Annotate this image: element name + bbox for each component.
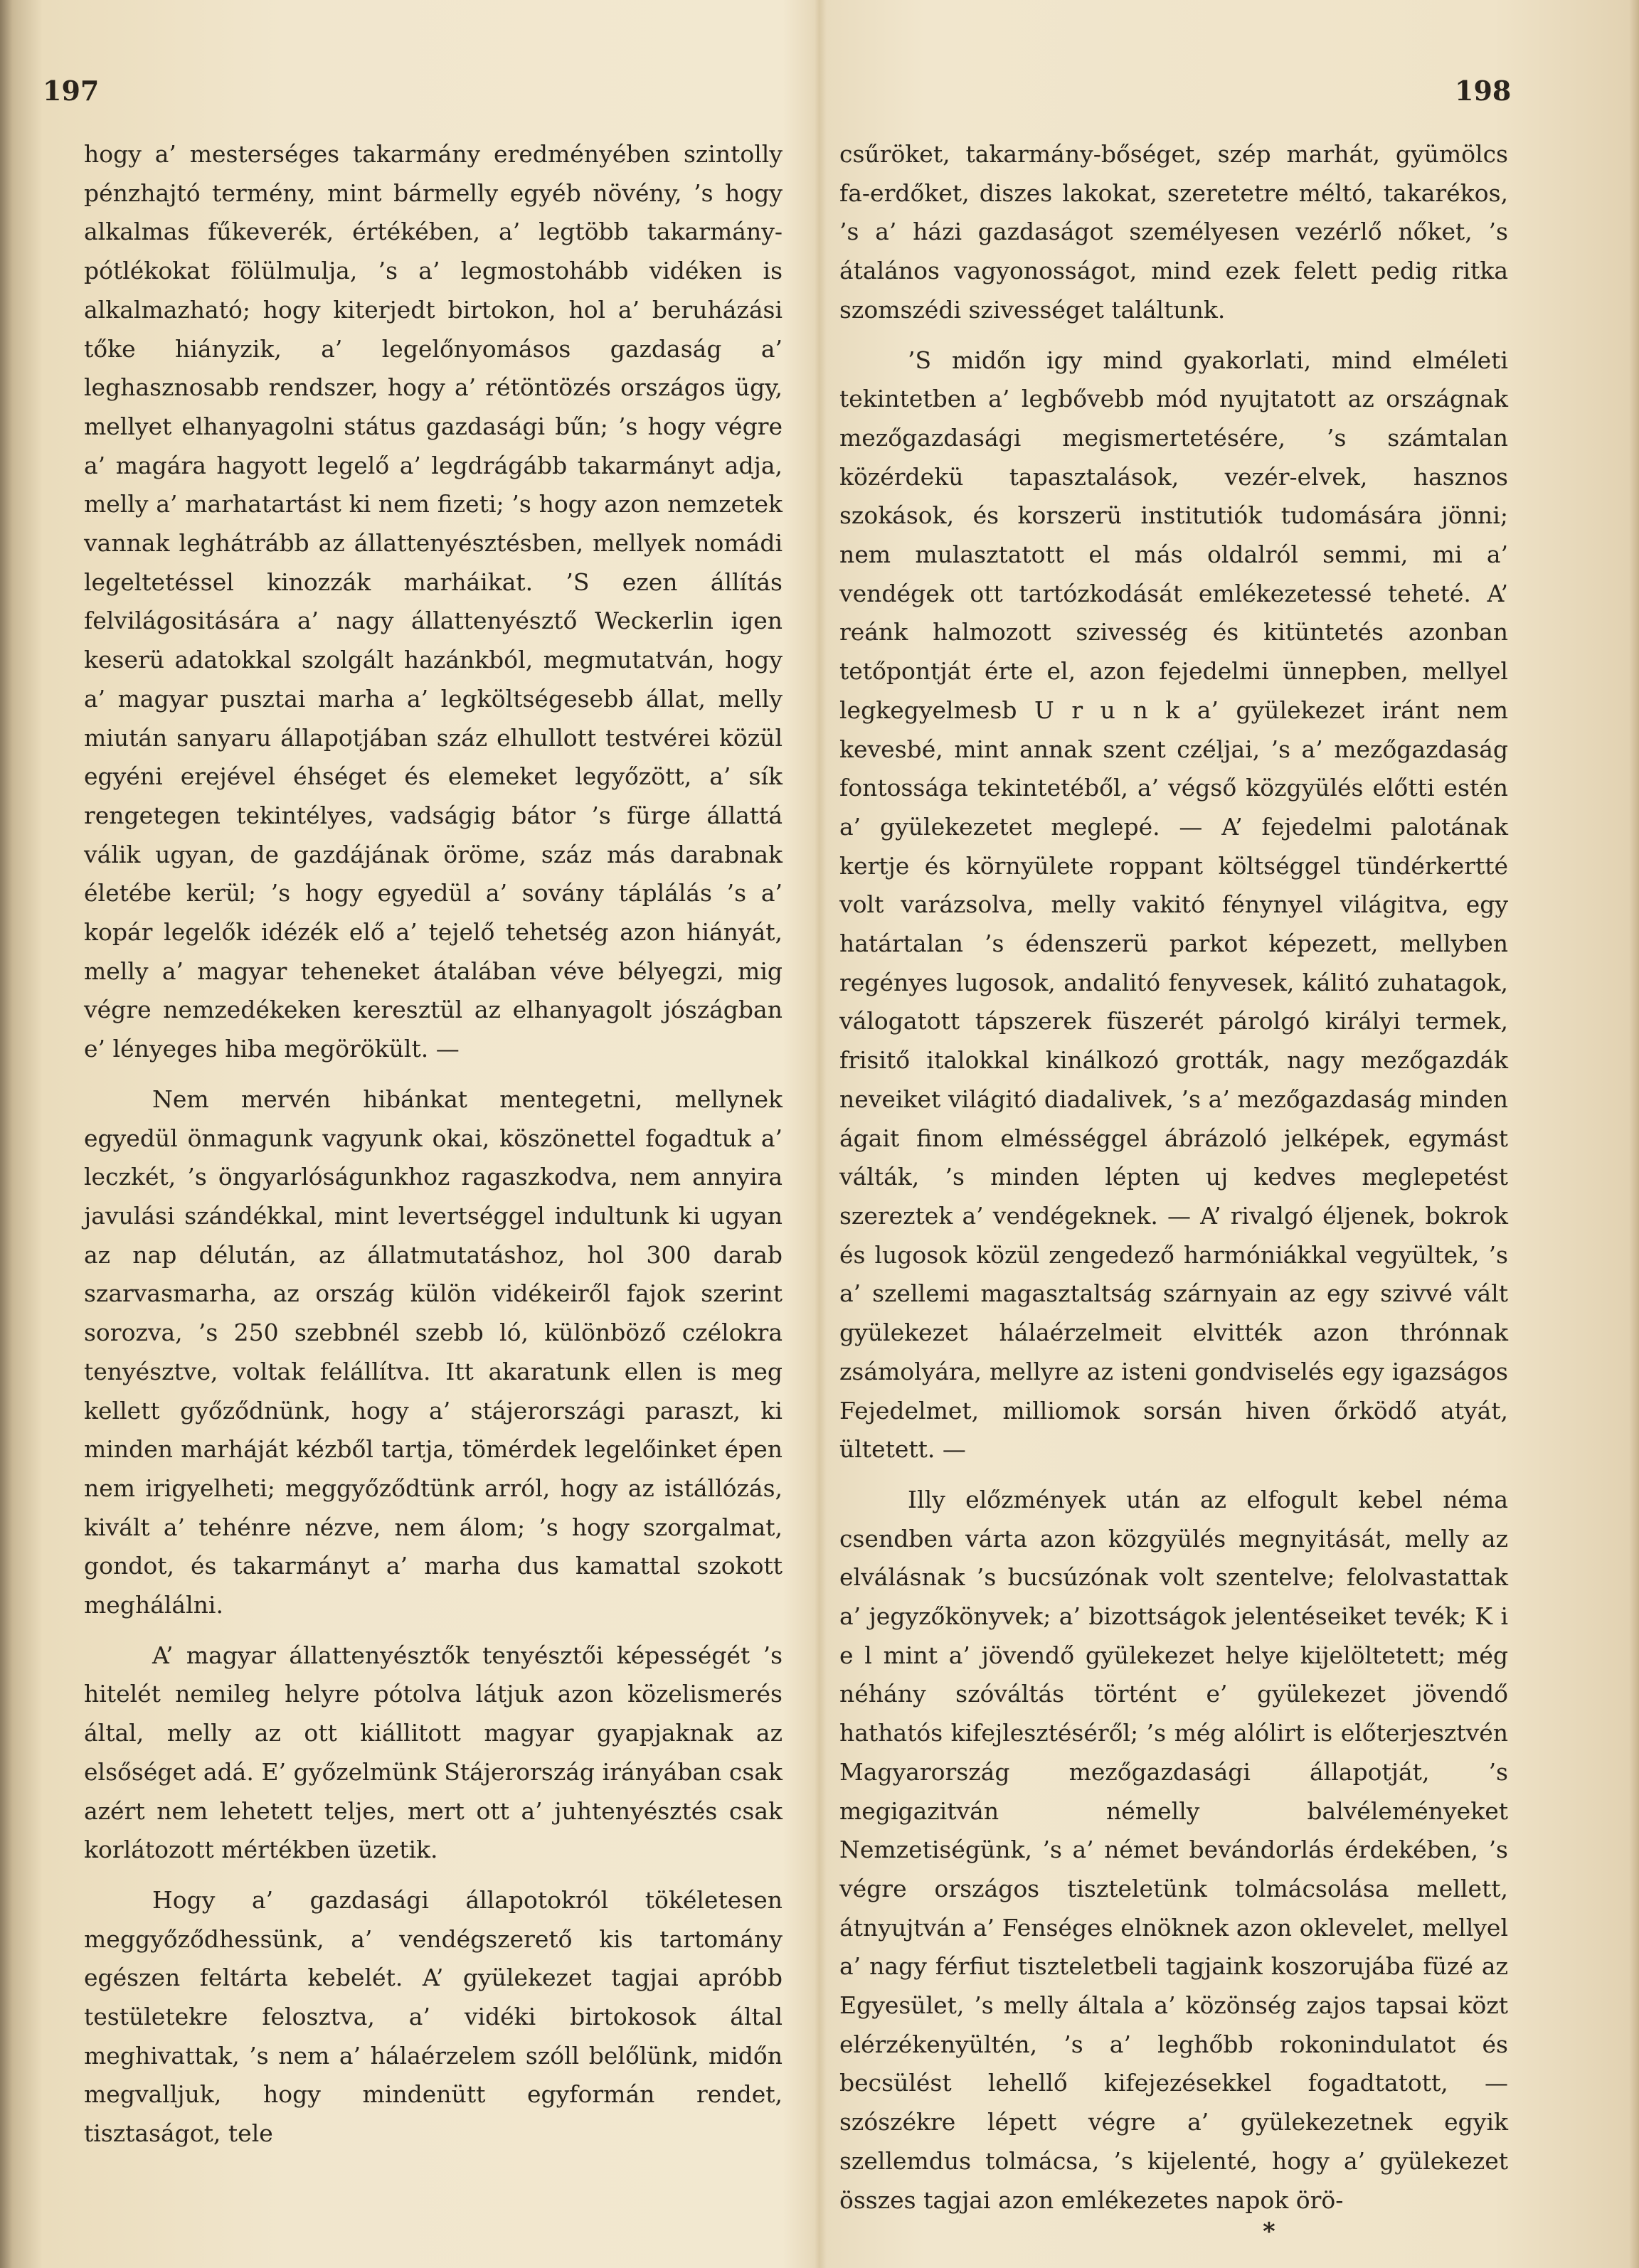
left-text-column [84,135,783,2165]
paragraph: ’S midőn igy mind gyakorlati, mind elméleti tekintetben a’ legbővebb mód nyujtatott az országnak mezőgazdasági megismertetésére, ’s számtalan közérdekü tapasztalások, vezér-elvek, hasznos szokások, és korszerü institutiók tudomására jönni; nem mulasztatott el más oldalról semmi, mi a’ vendégek ott tartózkodását emlékezetessé teheté. A’ reánk halmozott szivesség és kitüntetés azonban tetőpontját érte el, azon fejedelmi ünnepben, mellyel legkegyelmesb U r u n k a’ gyülekezet iránt nem kevesbé, mint annak szent czéljai, ’s a’ mezőgazdaság fontossága tekintetéből, a’ végső közgyülés előtti estén a’ gyülekezetet meglepé. — A’ fejedelmi palotának kertje és környülete roppant költséggel tündérkertté volt varázsolva, melly vakitó fénynyel világitva, egy határtalan ’s édenszerü parkot képezett, mellyben regényes lugosok, andalitó fenyvesek, kálitó zuhatagok, válogatott tápszerek füszerét párolgó királyi termek, frisitő italokkal kinálkozó grották, nagy mezőgazdák neveiket világitó diadalivek, ’s a’ mezőgazdaság minden ágait finom elmésséggel ábrázoló jelképek, egymást válták, ’s minden lépten uj kedves meglepetést szereztek a’ vendégeknek. — A’ rivalgó éljenek, bokrok és lugosok közül zengedező harmóniákkal vegyültek, ’s a’ szellemi magasztaltság szárnyain az egy szivvé vált gyülekezet hálaérzelmeit elvitték azon thrónnak zsámolyára, mellyre az isteni gondviselés egy igazságos Fejedelmet, milliomok sorsán hiven őrködő atyát, ültetett. — [839,346,1508,1464]
paragraph: csűröket, takarmány-bőséget, szép marhát, gyümölcs fa-erdőket, diszes lakokat, szeretetre méltó, takarékos, ’s a’ házi gazdaságot személyesen vezérlő nőket, ’s átalános vagyonosságot, mind ezek felett pedig ritka szomszédi szivességet találtunk. [839,140,1508,324]
paragraph: hogy a’ mesterséges takarmány eredményében szintolly pénzhajtó termény, mint bármelly egyéb növény, ’s hogy alkalmas fűkeverék, értékében, a’ legtöbb takarmány- pótlékokat fölülmulja, ’s a’ legmostohább vidéken is alkalmazható; hogy kiterjedt birtokon, hol a’ beruházási tőke hiányzik, a’ legelőnyomásos gazdaság a’ leghasznosabb rendszer, hogy a’ rétöntözés országos ügy, mellyet elhanyagolni státus gazdasági bűn; ’s hogy végre a’ magára hagyott legelő a’ legdrágább takarmányt adja, melly a’ marhatartást ki nem fizeti; ’s hogy azon nemzetek vannak leghátrább az állattenyésztésben, mellyek nomádi legeltetéssel kinozzák marháikat. ’S ezen állítás felvilágositására a’ nagy állattenyésztő Weckerlin igen keserü adatokkal szolgált hazánkból, megmutatván, hogy a’ magyar pusztai marha a’ legköltségesebb állat, melly miután sanyaru állapotjában száz elhullott testvérei közül egyéni erejével éhséget és elemeket legyőzött, a’ sík rengetegen tekintélyes, vadságig bátor ’s fürge állattá válik ugyan, de gazdájának öröme, száz más darabnak életébe kerül; ’s hogy egyedül a’ sovány táplálás ’s a’ kopár legelők idézék elő a’ tejelő tehetség azon hiányát, melly a’ magyar teheneket átalában véve bélyegzi, mig végre nemzedékeken keresztül az elhanyagolt jószágban e’ lényeges hiba megörökült. — [84,140,783,1063]
paragraph: Nem mervén hibánkat mentegetni, mellynek egyedül önmagunk vagyunk okai, köszönettel fogadtuk a’ leczkét, ’s öngyarlóságunkhoz ragaszkodva, nem annyira javulási szándékkal, mint levertséggel indultunk ki ugyan az nap délután, az állatmutatáshoz, hol 300 darab szarvasmarha, az ország külön vidékeiről fajok szerint sorozva, ’s 250 szebbnél szebb ló, különböző czélokra tenyésztve, voltak felállítva. Itt akaratunk ellen is meg kellett győződnünk, hogy a’ stájerországi paraszt, ki minden marháját kézből tartja, tömérdek legelőinket épen nem irigyelheti; meggyőződtünk arról, hogy az istállózás, kivált a’ tehénre nézve, nem álom; ’s hogy szorgalmat, gondot, és takarmányt a’ marha dus kamattal szokott meghálálni. [84,1085,783,1619]
paragraph: A’ magyar állattenyésztők tenyésztői képességét ’s hitelét nemileg helyre pótolva látjuk azon közelismerés által, melly az ott kiállitott magyar gyapjaknak az elsőséget adá. E’ győzelmünk Stájerország irányában csak azért nem lehetett teljes, mert ott a’ juhtenyésztés csak korlátozott mértékben üzetik. [84,1641,783,1864]
page-number-right: 198 [1455,75,1512,107]
signature-mark: * [1263,2218,1275,2246]
paragraph: Hogy a’ gazdasági állapotokról tökéletesen meggyőződhessünk, a’ vendégszerető kis tartomány egészen feltárta kebelét. A’ gyülekezet tagjai apróbb testületekre felosztva, a’ vidéki birtokosok által meghivattak, ’s nem a’ hálaérzelem szóll belőlünk, midőn megvalljuk, hogy mindenütt egyformán rendet, tisztaságot, tele [84,1885,783,2148]
paragraph: Illy előzmények után az elfogult kebel néma csendben várta azon közgyülés megnyitását, melly az elválásnak ’s bucsúzónak volt szentelve; felolvastattak a’ jegyzőkönyvek; a’ bizottságok jelentéseiket tevék; K i e l mint a’ jövendő gyülekezet helye kijelöltetett; még néhány szóváltás történt e’ gyülekezet jövendő hathatós kifejlesztéséről; ’s még alólirt is előterjesztvén Magyarország mezőgazdasági állapotját, ’s megigazitván némelly balvéleményeket Nemzetiségünk, ’s a’ német bevándorlás érdekében, ’s végre országos tiszteletünk tolmácsolása mellett, átnyujtván a’ Fenséges elnöknek azon oklevelet, mellyel a’ nagy férfiut tiszteletbeli tagjaink koszorujába füzé az Egyesület, ’s melly általa a’ közönség zajos tapsai közt elérzékenyültén, ’s a’ leghőbb rokonindulatot és becsülést lehellő kifejezésekkel fogadtatott, — szószékre lépett végre a’ gyülekezetnek egyik szellemdus tolmácsa, ’s kijelenté, hogy a’ gyülekezet összes tagjai azon emlékezetes napok örö- [839,1485,1508,2214]
page-number-left: 197 [43,75,100,107]
right-text-column [839,135,1508,2231]
